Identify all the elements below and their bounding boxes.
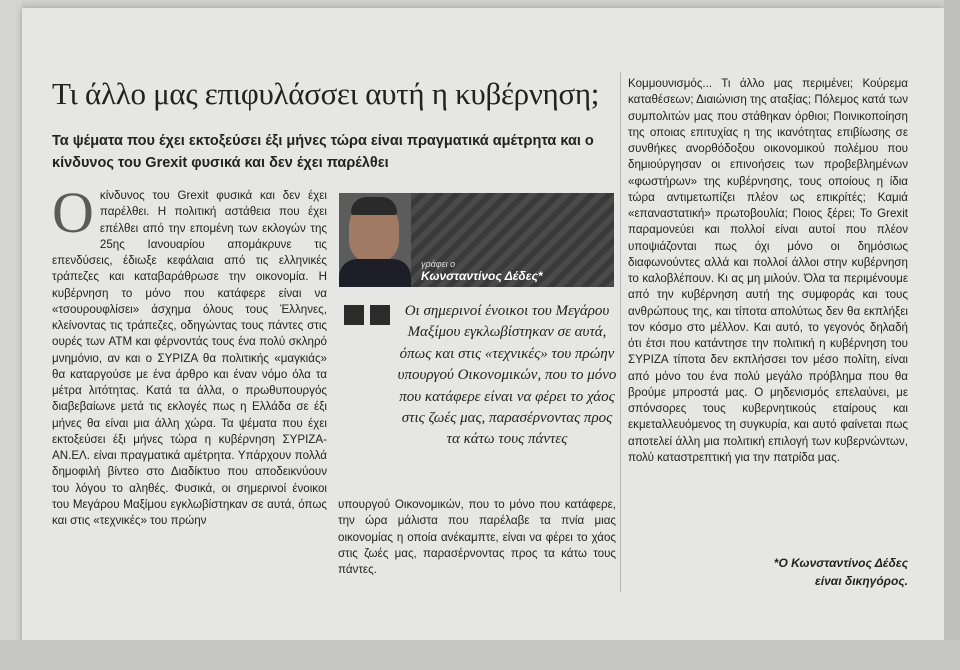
author-suit [339, 259, 411, 287]
quote-mark-icon [344, 305, 392, 325]
author-note-line-1: *Ο Κωνσταντίνος Δέδες [773, 556, 908, 570]
author-note [628, 554, 908, 590]
page-bottom-edge [0, 640, 960, 670]
article-column-1 [52, 180, 327, 529]
drop-cap: Ο [52, 180, 94, 245]
article-headline: Τι άλλο μας επιφυλάσσει αυτή η κυβέρνηση; [52, 76, 600, 111]
author-portrait [339, 193, 411, 287]
article-column-3: Κομμουνισμός... Τι άλλο μας περιμένει; Κούρεμα καταθέσεων; Διαιώνιση της αταξίας; Πόλεμος κατά των συμπολιτών μας που στάθηκαν όρθιοι; Ποινικοποίηση της οποιας επιτυχίας η της ικανότητας επιβίωσης σε συνθήκες ανορθόδοξου οικονομικού πολέμου που δημιούργησαν οι επινοήσεις των προβεβλημένων «φωστήρων» της κυβέρνησης, τους οποίους η ίδια τώρα αντιμετωπίζει πλέον ως επικρίτές; Καμιά «επαναστατική» πρωτοβουλία; Ποιος ξέρει; Το Grexit παραμονεύει και πολλοί είναι αυτοί που πλέον υποψιάζονται πως όχι μόνο οι δημόσιως διαφωνούντες αλλά και πολλοί άλλοι στην κυβέρνηση το καλοβλέπουν. Κι ας μη μιλούν. Όλα τα περιμένουμε από την κυβέρνηση αυτή της συμφοράς και τους ανθρώπους της, και τίποτα απολύτως δεν θα εκπλήξει τον κόσμο στο μέλλον. Και αυτό, το γεγονός δηλαδή ότι έτσι που κατάντησε την πολιτική η κυβέρνηση του ΣΥΡΙΖΑ τίποτα δεν εκπλήσσει τον μέσο πολίτη, είναι από μόνο του ένα πολύ μεγάλο πρόβλημα που θα βρούμε μπροστά μας. Ο μηδενισμός επελαύνει, με σπόνσορες τους κυβερνητικούς εταίρους και εκμεταλλευόμενος τη συγκυρία, και αυτό φαίνεται πως αποτελεί άλλη μια πολιτική επιλογή των κυβερνώντων, πολύ καταστρεπτική για την πατρίδα μας. [628, 77, 908, 464]
byline-author: Κωνσταντίνος Δέδες* [421, 269, 543, 283]
author-note-line-2: είναι δικηγόρος. [815, 574, 908, 588]
page-right-edge [944, 0, 960, 670]
column-divider [620, 72, 621, 592]
article-subheadline: Τα ψέματα που έχει εκτοξεύσει έξι μήνες τώρα είναι πραγματικά αμέτρητα και ο κίνδυνος του Grexit φυσικά και δεν έχει παρέλθει [52, 133, 594, 171]
article-column-2: υπουργού Οικονομικών, που το μόνο που κατάφερε, την ώρα μάλιστα που παρέλαβε τα πνία μιας οικονομίας η οποία ανέκαμπτε, είναι να φέρει το χάος στις ζωές μας, παρασέρνοντας προς τα κάτω τους πάντες. [338, 498, 616, 576]
column-1-text: κίνδυνος του Grexit φυσικά και δεν έχει παρέλθει. Η πολιτική αστάθεια που έχει επέλθει από την επομένη των εκλογών της 25ης Ιανουαρίου απομάκρυνε τις επενδύσεις, έδιωξε κεφάλαια από τις ελληνικές τράπεζες και καταβαράθρωσε την οικονομία. Η κυβέρνηση το μόνο που κατάφερε είναι να «τσουρουφλίσει» άσχημα όλους τους Έλληνες, κλείνοντας τις τράπεζες, οδηγώντας τους πάντες στις ουρές των ATM και φέρνοντάς τους ένα πολύ σκληρό μνημόνιο, αν και ο ΣΥΡΙΖΑ θα πολιτικής «μαγκιάς» θα καταργούσε με ένα άρθρο και έναν νόμο όλα τα μέτρα λιτότητας. Κατά τα άλλα, ο πρωθυπουργός διαβεβαίωνε μετά τις εκλογές πως η Ελλάδα σε έξι μήνες θα είναι μια άλλη χώρα. Τα ψέματα που έχει εκτοξεύσει έξι μήνες τώρα η κυβέρνηση ΣΥΡΙΖΑ-ΑΝ.ΕΛ. είναι πραγματικά αμέτρητα. Υπάρχουν πολλά δημοφιλή βίντεο στο Διαδίκτυο που αποδεικνύουν του λόγου το αληθές. Φυσικά, οι σημερινοί ένοικοι του Μεγάρου Μαξίμου εγκλωβίστηκαν σε αυτά, όπως και στις «τεχνικές» του πρώην [52, 189, 327, 527]
pull-quote: Οι σημερινοί ένοικοι του Μεγάρου Μαξίμου εγκλωβίστηκαν σε αυτά, όπως και στις «τεχνικές» του πρώην υπουργού Οικονομικών, που το μόνο που κατάφερε είναι να φέρει το χάος στις ζωές μας, παρασέρνοντας προς τα κάτω τους πάντες [397, 303, 617, 448]
author-photo-banner [339, 193, 614, 287]
author-hair [351, 197, 397, 215]
byline-label: γράφει ο [421, 259, 456, 269]
